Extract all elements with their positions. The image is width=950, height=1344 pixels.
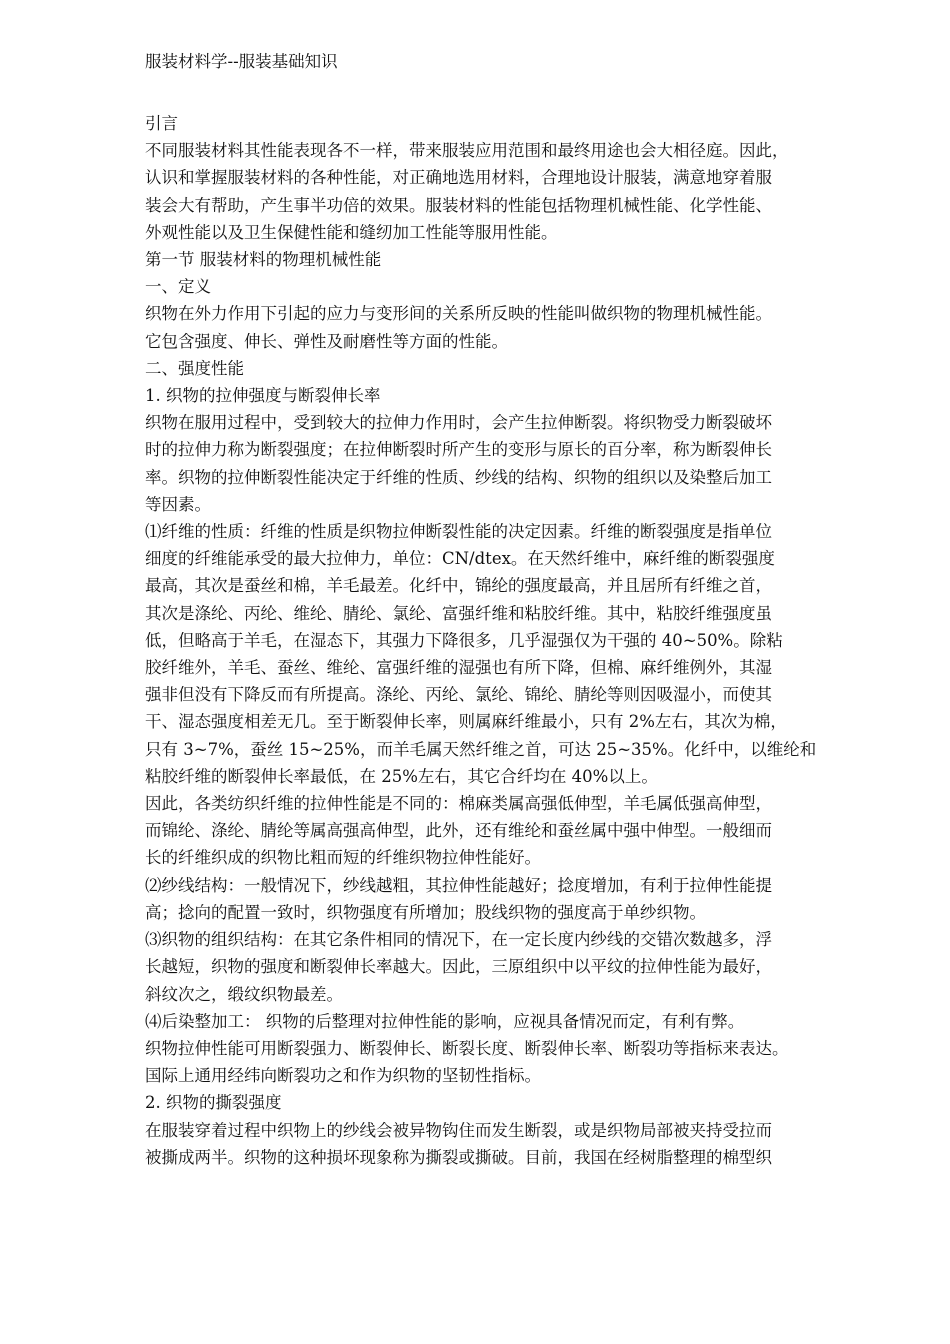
text-line: 它包含强度、伸长、弹性及耐磨性等方面的性能。 [145, 331, 508, 351]
numbered-heading: 1. 织物的拉伸强度与断裂伸长率 [145, 386, 381, 406]
subsection-heading: 一、定义 [145, 277, 211, 297]
document-page [145, 50, 890, 1171]
text-line: ⑶织物的组织结构：在其它条件相同的情况下，在一定长度内纱线的交错次数越多，浮 [145, 930, 772, 950]
document-title: 服装材料学--服装基础知识 [145, 52, 338, 71]
text-line: 最高，其次是蚕丝和棉，羊毛最差。化纤中，锦纶的强度最高，并且居所有纤维之首， [145, 576, 772, 596]
text-line: 胶纤维外，羊毛、蚕丝、维纶、富强纤维的湿强也有所下降，但棉、麻纤维例外，其湿 [145, 658, 772, 678]
text-line: 高；捻向的配置一致时，织物强度有所增加；股线织物的强度高于单纱织物。 [145, 902, 706, 922]
blank-line [145, 74, 890, 110]
text-line: 装会大有帮助，产生事半功倍的效果。服装材料的性能包括物理机械性能、化学性能、 [145, 195, 772, 215]
text-line: 被撕成两半。织物的这种损坏现象称为撕裂或撕破。目前，我国在经树脂整理的棉型织 [145, 1147, 772, 1167]
text-line: 长的纤维织成的织物比粗而短的纤维织物拉伸性能好。 [145, 848, 541, 868]
text-line: 因此，各类纺织纤维的拉伸性能是不同的：棉麻类属高强低伸型，羊毛属低强高伸型， [145, 794, 772, 814]
text-line: 细度的纤维能承受的最大拉伸力，单位：CN/dtex。在天然纤维中，麻纤维的断裂强度 [145, 549, 775, 569]
text-line: 只有 3~7%，蚕丝 15~25%，而羊毛属天然纤维之首，可达 25~35%。化纤中，以维纶和 [145, 739, 817, 759]
text-line: 织物拉伸性能可用断裂强力、断裂伸长、断裂长度、断裂伸长率、断裂功等指标来表达。 [145, 1038, 789, 1058]
text-line: 粘胶纤维的断裂伸长率最低，在 25%左右，其它合纤均在 40%以上。 [145, 766, 658, 786]
text-line: 在服装穿着过程中织物上的纱线会被异物钩住而发生断裂，或是织物局部被夹持受拉而 [145, 1120, 772, 1140]
text-line: ⑷后染整加工： 织物的后整理对拉伸性能的影响，应视具备情况而定，有利有弊。 [145, 1011, 745, 1031]
subsection-heading: 二、强度性能 [145, 358, 244, 378]
text-line: 认识和掌握服装材料的各种性能，对正确地选用材料，合理地设计服装，满意地穿着服 [145, 168, 772, 188]
text-line: 强非但没有下降反而有所提高。涤纶、丙纶、氯纶、锦纶、腈纶等则因吸湿小，而使其 [145, 685, 772, 705]
text-line: 国际上通用经纬向断裂功之和作为织物的坚韧性指标。 [145, 1066, 541, 1086]
section-heading: 第一节 服装材料的物理机械性能 [145, 250, 382, 270]
text-line: 等因素。 [145, 494, 211, 514]
text-line: 而锦纶、涤纶、腈纶等属高强高伸型，此外，还有维纶和蚕丝属中强中伸型。一般细而 [145, 821, 772, 841]
text-line: 织物在服用过程中，受到较大的拉伸力作用时，会产生拉伸断裂。将织物受力断裂破坏 [145, 413, 772, 433]
text-line: ⑵纱线结构：一般情况下，纱线越粗，其拉伸性能越好；捻度增加，有利于拉伸性能提 [145, 875, 772, 895]
text-line: 低，但略高于羊毛，在湿态下，其强力下降很多，几乎湿强仅为干强的 40~50%。除粘 [145, 630, 783, 650]
text-line: 时的拉伸力称为断裂强度；在拉伸断裂时所产生的变形与原长的百分率，称为断裂伸长 [145, 440, 772, 460]
text-line: 干、湿态强度相差无几。至于断裂伸长率，则属麻纤维最小，只有 2%左右，其次为棉， [145, 712, 787, 732]
numbered-heading: 2. 织物的撕裂强度 [145, 1093, 282, 1113]
text-line: 其次是涤纶、丙纶、维纶、腈纶、氯纶、富强纤维和粘胶纤维。其中，粘胶纤维强度虽 [145, 603, 772, 623]
text-line: 织物在外力作用下引起的应力与变形间的关系所反映的性能叫做织物的物理机械性能。 [145, 304, 772, 324]
document-body [145, 110, 890, 1171]
text-line: 率。织物的拉伸断裂性能决定于纤维的性质、纱线的结构、织物的组织以及染整后加工 [145, 467, 772, 487]
text-line: ⑴纤维的性质：纤维的性质是织物拉伸断裂性能的决定因素。纤维的断裂强度是指单位 [145, 522, 772, 542]
heading-introduction: 引言 [145, 114, 178, 133]
text-line: 长越短，织物的强度和断裂伸长率越大。因此，三原组织中以平纹的拉伸性能为最好， [145, 957, 772, 977]
text-line: 外观性能以及卫生保健性能和缝纫加工性能等服用性能。 [145, 222, 558, 242]
text-line: 不同服装材料其性能表现各不一样，带来服装应用范围和最终用途也会大相径庭。因此， [145, 141, 789, 161]
text-line: 斜纹次之，缎纹织物最差。 [145, 984, 343, 1004]
